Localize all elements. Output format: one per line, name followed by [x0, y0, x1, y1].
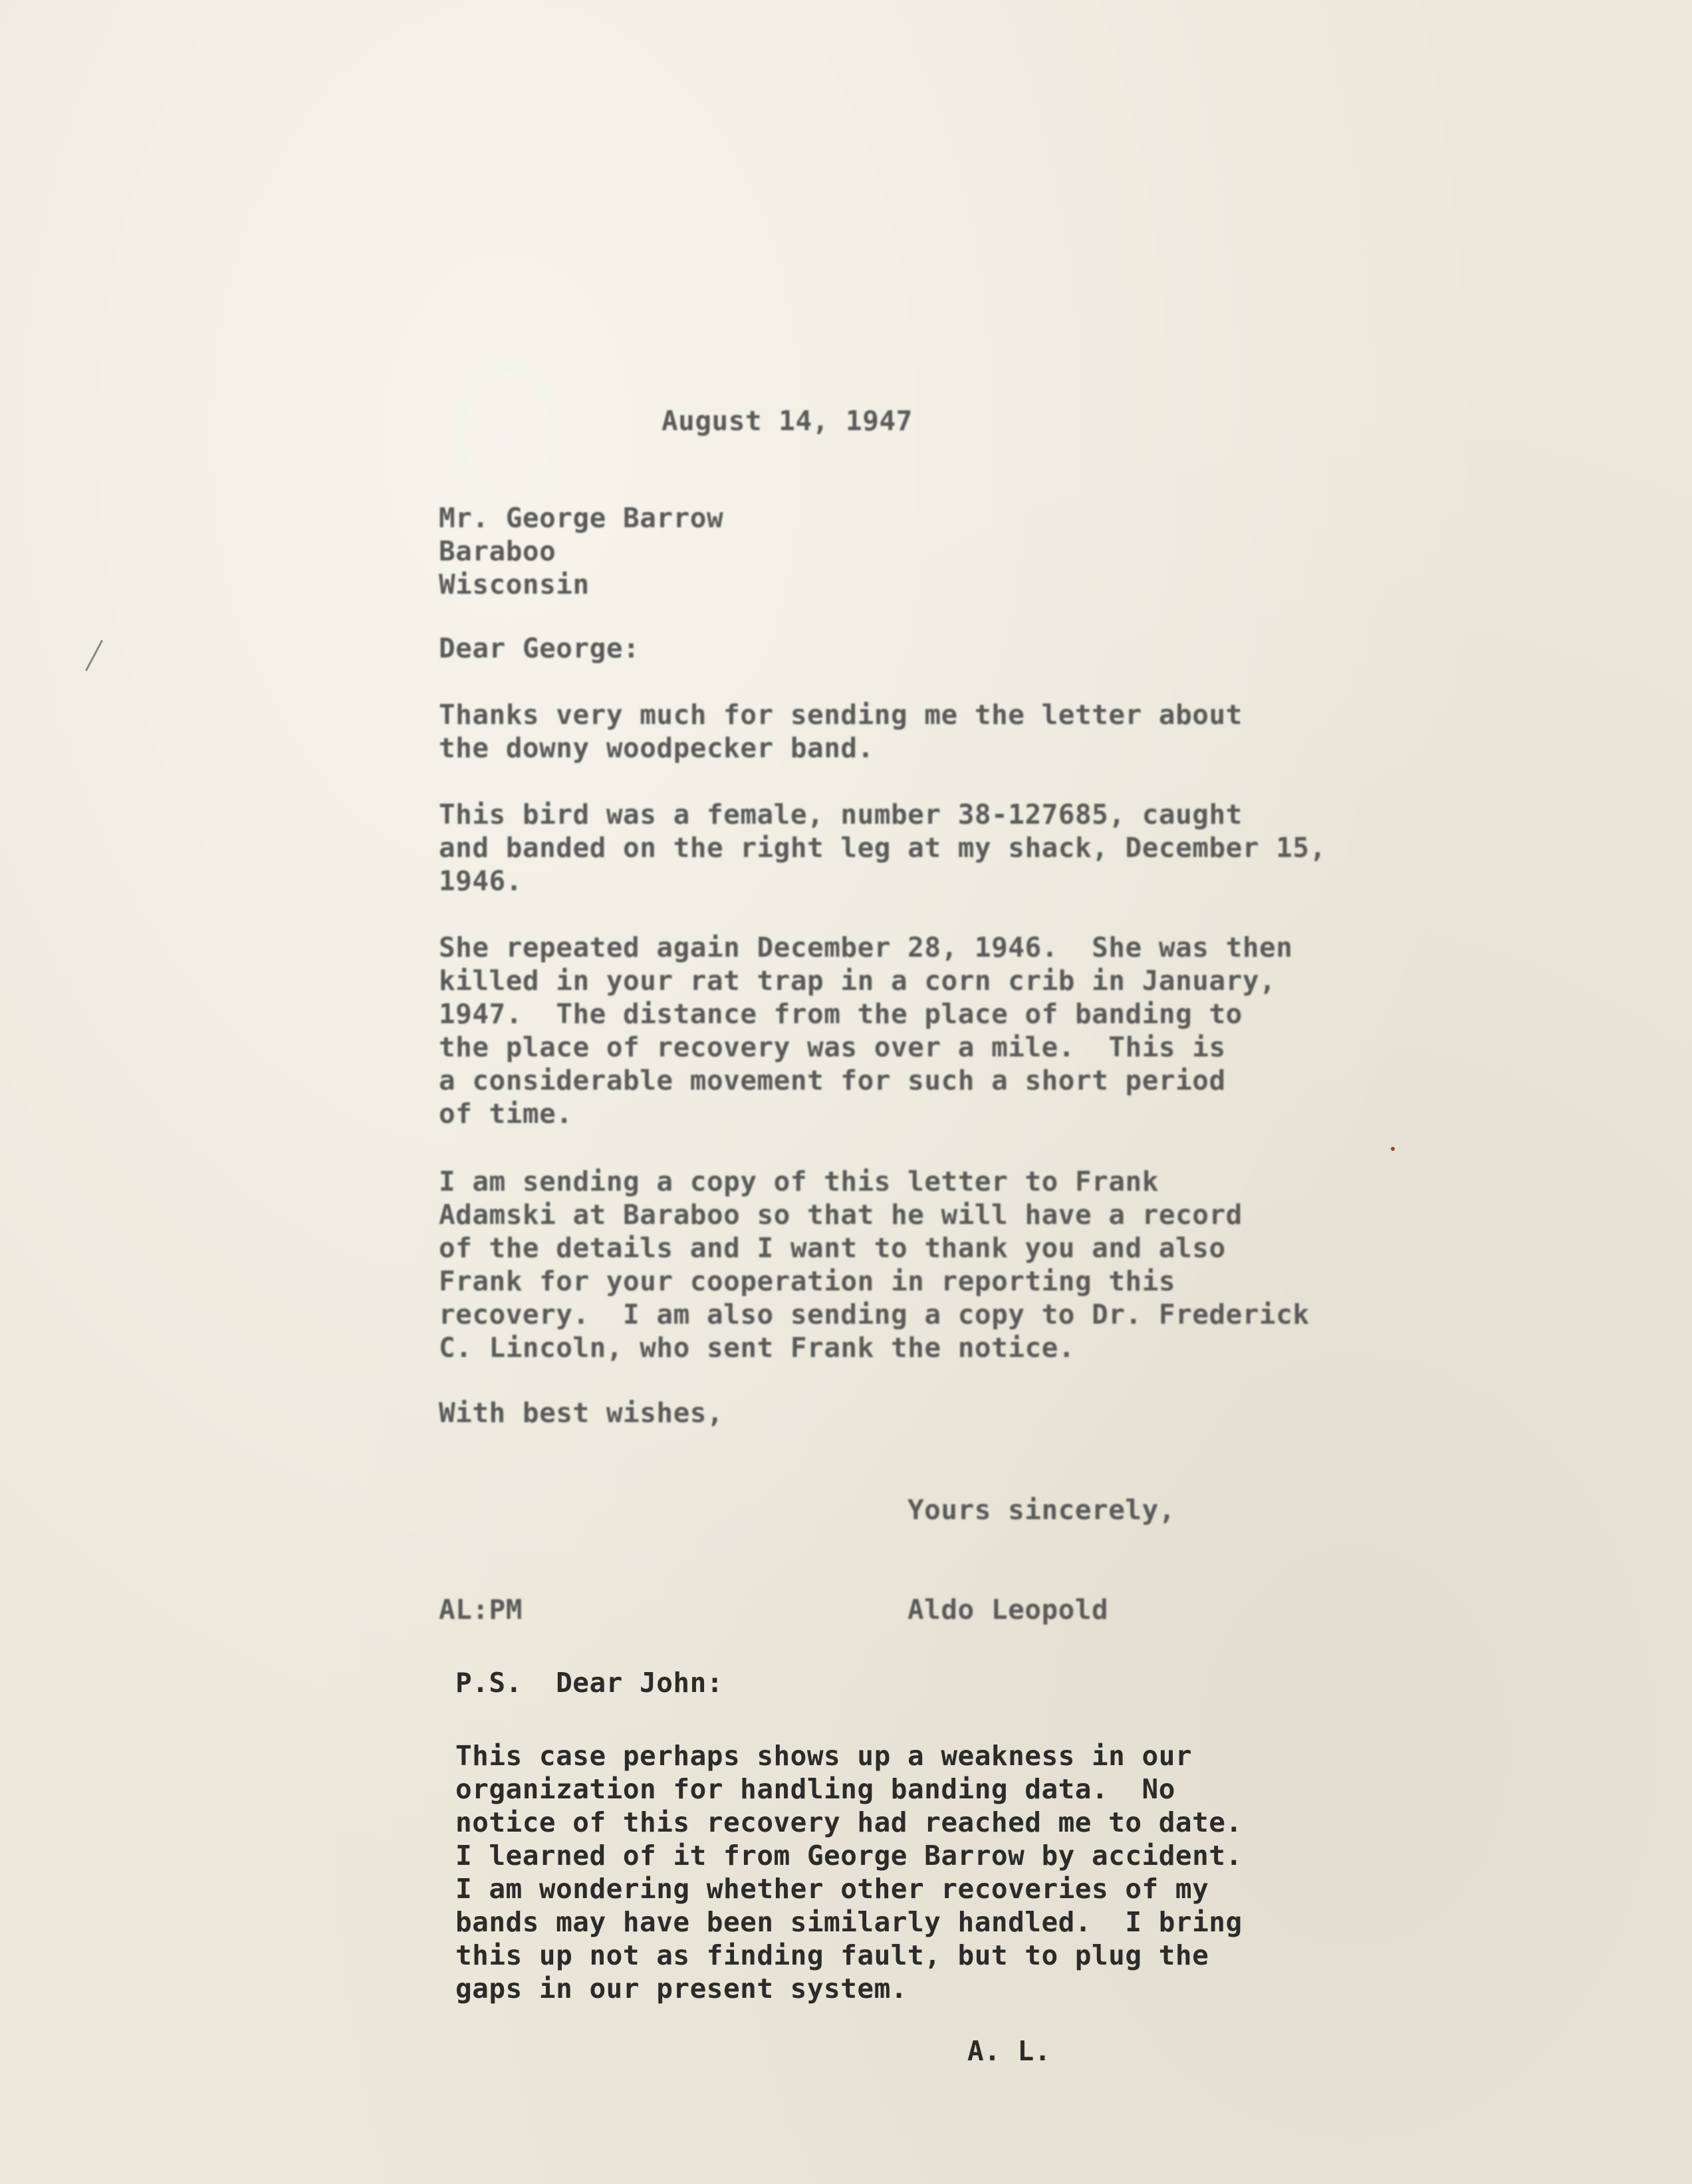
- stray-pencil-mark: [85, 640, 103, 671]
- postscript-line: I am wondering whether other recoveries of my: [455, 1873, 1209, 1905]
- body-line: of time.: [439, 1098, 573, 1130]
- body-line: killed in your rat trap in a corn crib in January,: [439, 965, 1276, 997]
- body-line: She repeated again December 28, 1946. She was then: [439, 931, 1293, 963]
- body-line: recovery. I am also sending a copy to Dr. Frederick: [439, 1298, 1310, 1330]
- body-line: 1947. The distance from the place of banding to: [439, 998, 1243, 1030]
- body-line: With best wishes,: [439, 1397, 724, 1429]
- postscript-heading: P.S. Dear John:: [455, 1667, 723, 1699]
- body-paragraph-4: [439, 1165, 1310, 1364]
- postscript-line: This case perhaps shows up a weakness in our: [455, 1740, 1193, 1772]
- body-line: the downy woodpecker band.: [439, 732, 874, 764]
- addressee-state: Wisconsin: [439, 568, 590, 600]
- postscript-line: this up not as finding fault, but to plug the: [455, 1939, 1209, 1971]
- body-line: Frank for your cooperation in reporting this: [439, 1265, 1176, 1297]
- letter-date: August 14, 1947: [662, 405, 913, 437]
- paper-speck: [1391, 1147, 1395, 1151]
- postscript-initials: A. L.: [967, 2035, 1051, 2067]
- body-paragraph-2: [439, 798, 1326, 898]
- postscript-line: bands may have been similarly handled. I bring: [455, 1906, 1243, 1938]
- postscript-body: [455, 1739, 1243, 2005]
- body-line: This bird was a female, number 38-127685, caught: [439, 798, 1243, 830]
- body-line: a considerable movement for such a short period: [439, 1064, 1226, 1096]
- body-line: of the details and I want to thank you and also: [439, 1232, 1226, 1264]
- body-line: Adamski at Baraboo so that he will have a record: [439, 1199, 1243, 1231]
- body-paragraph-3: [439, 931, 1292, 1130]
- addressee-city: Baraboo: [439, 535, 556, 567]
- salutation: Dear George:: [439, 632, 640, 664]
- body-line: the place of recovery was over a mile. This is: [439, 1031, 1226, 1063]
- body-paragraph-1: [439, 698, 1243, 765]
- body-line: Thanks very much for sending me the letter about: [439, 699, 1243, 731]
- postscript-line: organization for handling banding data. No: [455, 1773, 1175, 1805]
- body-paragraph-5: [439, 1396, 723, 1429]
- body-line: and banded on the right leg at my shack, December 15,: [439, 832, 1326, 864]
- closing: Yours sincerely,: [907, 1494, 1175, 1526]
- postscript-line: gaps in our present system.: [455, 1973, 907, 2004]
- addressee-name: Mr. George Barrow: [439, 502, 724, 534]
- body-line: 1946.: [439, 865, 523, 897]
- signature-name: Aldo Leopold: [907, 1594, 1109, 1626]
- reference-initials: AL:PM: [439, 1594, 523, 1626]
- body-line: I am sending a copy of this letter to Frank: [439, 1165, 1159, 1197]
- postscript-line: notice of this recovery had reached me to date.: [455, 1806, 1243, 1838]
- body-line: C. Lincoln, who sent Frank the notice.: [439, 1332, 1075, 1364]
- postscript-line: I learned of it from George Barrow by accident.: [455, 1840, 1243, 1872]
